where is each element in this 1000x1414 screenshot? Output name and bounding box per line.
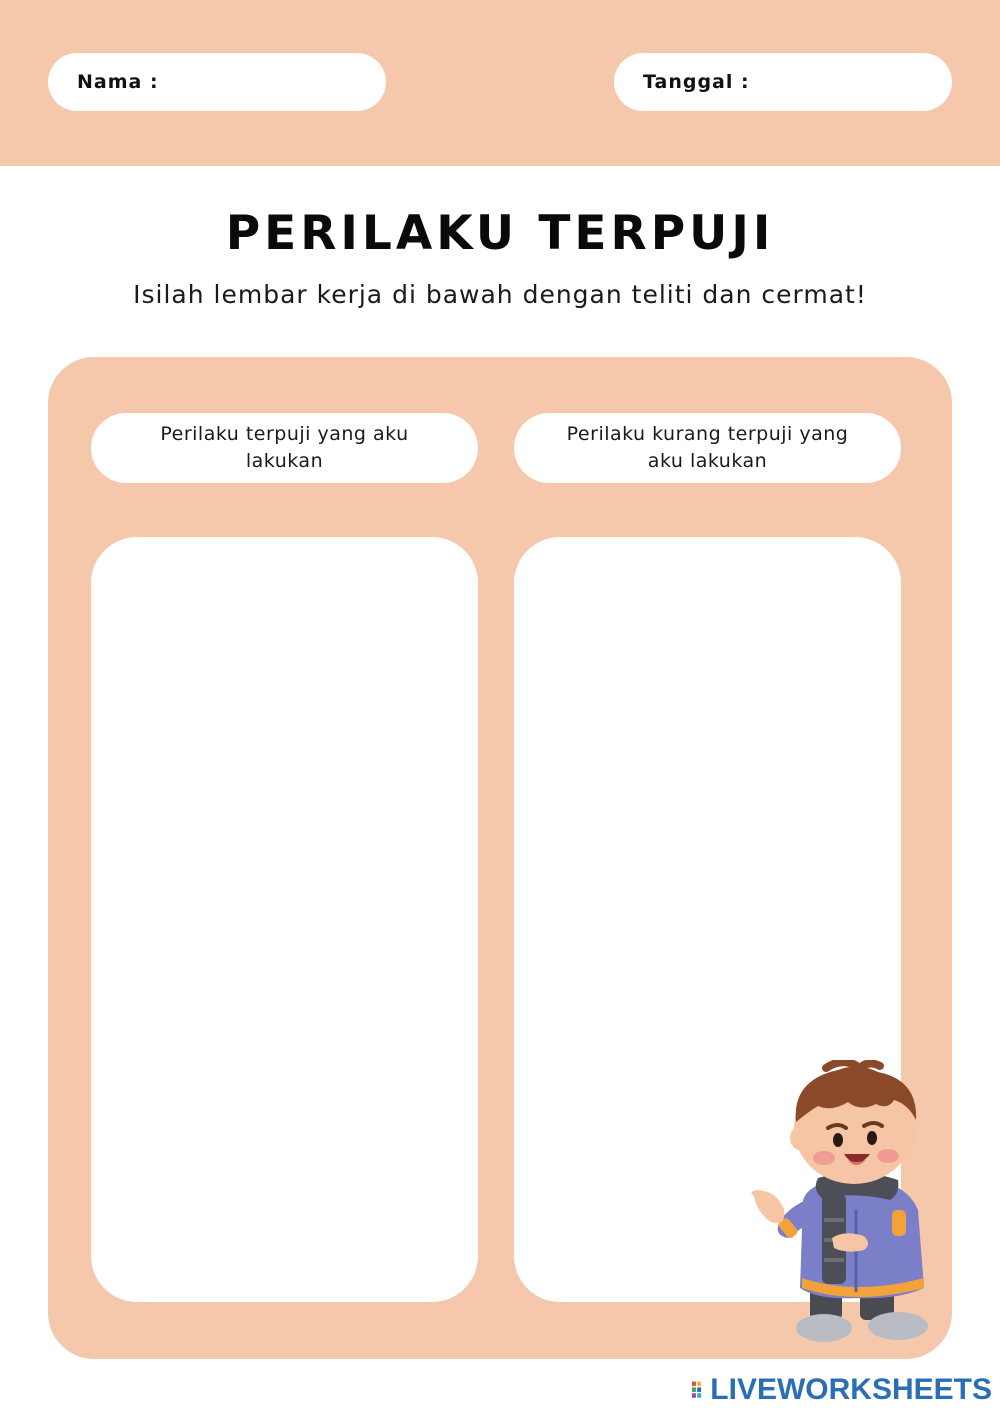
column-heading-praiseworthy: Perilaku terpuji yang aku lakukan xyxy=(91,413,478,483)
liveworksheets-watermark xyxy=(692,1373,992,1407)
column-heading-less-praiseworthy: Perilaku kurang terpuji yang aku lakukan xyxy=(514,413,901,483)
page-title: PERILAKU TERPUJI xyxy=(225,206,775,261)
name-label: Nama : xyxy=(77,71,159,93)
liveworksheets-logo-icon xyxy=(692,1377,706,1403)
date-field[interactable] xyxy=(614,53,952,111)
date-label: Tanggal : xyxy=(643,71,750,93)
boy-with-scarf-illustration xyxy=(748,1060,938,1344)
watermark-text: LIVEWORKSHEETS xyxy=(710,1373,992,1406)
answer-box-praiseworthy[interactable] xyxy=(91,537,478,1302)
instruction-text: Isilah lembar kerja di bawah dengan teliti dan cermat! xyxy=(133,280,867,309)
name-field[interactable] xyxy=(48,53,386,111)
